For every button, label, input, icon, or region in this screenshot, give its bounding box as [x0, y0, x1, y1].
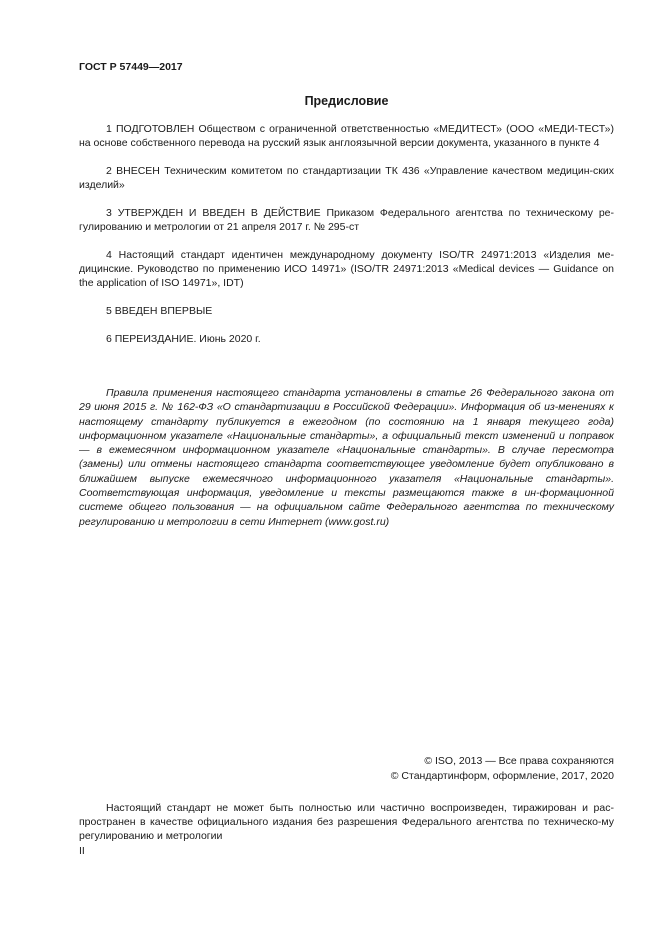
foreword-item-6: 6 ПЕРЕИЗДАНИЕ. Июнь 2020 г.	[106, 333, 261, 345]
foreword-items	[79, 122, 614, 360]
application-rules-notice: Правила применения настоящего стандарта установлены в статье 26 Федерального закона от 29 июня 2015 г. № 162-ФЗ «О стандартизации в Российской Федерации». Информация об из-менениях к настоящему стандарту публикуется в ежегодном (по состоянию на 1 января текущего года) информационном указателе «Национальные стандарты», а официальный текст изменений и поправок — в ежемесячном информационном указателе «Национальные стандарты». В случае пересмотра (замены) или отмены настоящего стандарта соответствующее уведомление будет опубликовано в ближайшем выпуске ежемесячного информационного указателя «Национальные стандарты». Соответствующая информация, уведомление и тексты размещаются также в ин-формационной системе общего пользования — на официальном сайте Федерального агентства по техническому регулированию и метрологии в сети Интернет (www.gost.ru)	[79, 387, 614, 528]
copyright-block	[300, 754, 614, 784]
document-id-header: ГОСТ Р 57449—2017	[79, 61, 183, 73]
foreword-item-2: 2 ВНЕСЕН Техническим комитетом по стандартизации ТК 436 «Управление качеством медицин-ских изделий»	[79, 165, 614, 191]
foreword-item-1: 1 ПОДГОТОВЛЕН Обществом с ограниченной ответственностью «МЕДИТЕСТ» (ООО «МЕДИ-ТЕСТ») на основе собственного перевода на русский язык англоязычной версии документа, указанного в пункте 4	[79, 123, 614, 149]
page-title: Предисловие	[304, 94, 389, 108]
page-number: II	[79, 845, 85, 857]
copyright-iso: © ISO, 2013 — Все права сохраняются	[424, 755, 614, 767]
foreword-item-5: 5 ВВЕДЕН ВПЕРВЫЕ	[106, 305, 213, 317]
foreword-item-3: 3 УТВЕРЖДЕН И ВВЕДЕН В ДЕЙСТВИЕ Приказом Федерального агентства по техническому ре-гулированию и метрологии от 21 апреля 2017 г. № 295-ст	[79, 207, 614, 233]
copyright-publisher: © Стандартинформ, оформление, 2017, 2020	[390, 770, 614, 782]
reproduction-notice: Настоящий стандарт не может быть полностью или частично воспроизведен, тиражирован и рас-пространен в качестве официального издания без разрешения Федерального агентства по техническо-му регулированию и метрологии	[79, 802, 614, 842]
foreword-item-4: 4 Настоящий стандарт идентичен международному документу ISO/TR 24971:2013 «Изделия ме-дицинские. Руководство по применению ИСО 14971» (ISO/TR 24971:2013 «Medical devices — Guidance on the application of ISO 14971», IDT)	[79, 249, 614, 289]
